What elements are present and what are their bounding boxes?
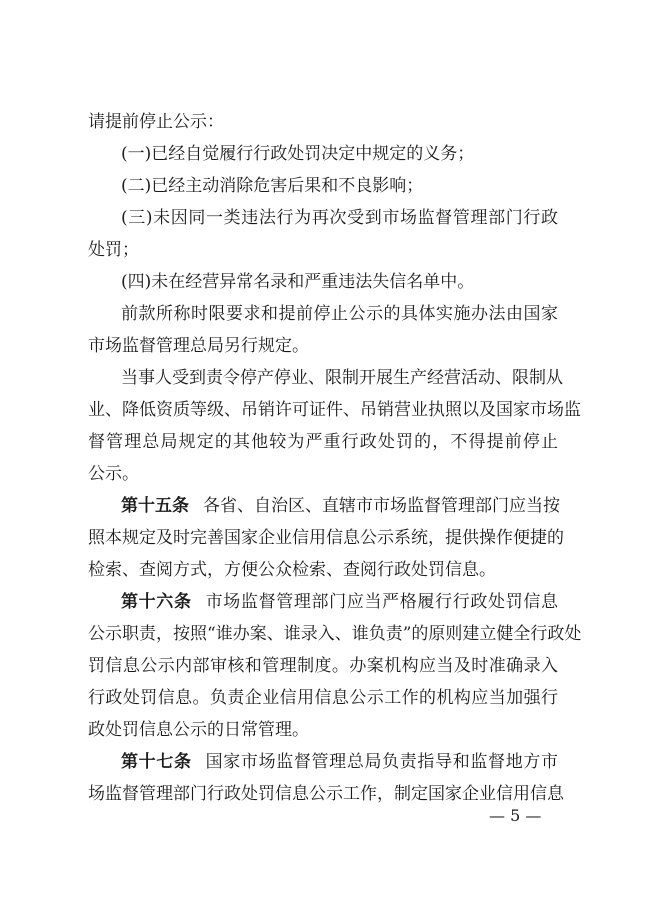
paragraph-line: 场监督管理部门行政处罚信息公示工作，制定国家企业信用信息 <box>88 784 564 804</box>
page-number: — 5 — <box>489 806 542 825</box>
paragraph-line: 政处罚信息公示的日常管理。 <box>88 720 309 740</box>
paragraph-line: 督管理总局规定的其他较为严重行政处罚的，不得提前停止 <box>88 432 558 452</box>
list-item: (三)未因同一类违法行为再次受到市场监督管理部门行政 <box>121 208 558 228</box>
article-15-first-line <box>121 496 558 516</box>
article-17-heading: 第十七条 <box>121 752 192 772</box>
list-item-continuation: 处罚； <box>88 240 139 260</box>
paragraph-line: 前款所称时限要求和提前停止公示的具体实施办法由国家 <box>121 304 558 324</box>
article-15-text: 各省、自治区、直辖市市场监督管理部门应当按 <box>203 496 560 516</box>
article-16-text: 市场监督管理部门应当严格履行行政处罚信息 <box>205 592 558 612</box>
article-17-text: 国家市场监督管理总局负责指导和监督地方市 <box>205 752 558 772</box>
paragraph-line: 照本规定及时完善国家企业信用信息公示系统，提供操作便捷的 <box>88 528 564 548</box>
list-item: (一)已经自觉履行行政处罚决定中规定的义务； <box>121 144 475 164</box>
text-line: 请提前停止公示： <box>88 112 224 132</box>
paragraph-line: 当事人受到责令停产停业、限制开展生产经营活动、限制从 <box>121 368 563 388</box>
paragraph-line: 市场监督管理总局另行规定。 <box>88 336 309 356</box>
paragraph-line: 检索、查阅方式，方便公众检索、查阅行政处罚信息。 <box>88 560 496 580</box>
list-item: (四)未在经营异常名录和严重违法失信名单中。 <box>121 272 475 292</box>
paragraph-line: 公示。 <box>88 464 139 484</box>
article-17-first-line <box>121 752 558 772</box>
article-15-heading: 第十五条 <box>121 496 189 516</box>
paragraph-line: 行政处罚信息。负责企业信用信息公示工作的机构应当加强行 <box>88 688 558 708</box>
paragraph-line: 业、降低资质等级、吊销许可证件、吊销营业执照以及国家市场监 <box>88 400 581 420</box>
article-16-heading: 第十六条 <box>121 592 192 612</box>
article-16-first-line <box>121 592 558 612</box>
paragraph-line: 公示职责，按照“谁办案、谁录入、谁负责”的原则建立健全行政处 <box>88 624 582 644</box>
paragraph-line: 罚信息公示内部审核和管理制度。办案机构应当及时准确录入 <box>88 656 558 676</box>
list-item: (二)已经主动消除危害后果和不良影响； <box>121 176 424 196</box>
